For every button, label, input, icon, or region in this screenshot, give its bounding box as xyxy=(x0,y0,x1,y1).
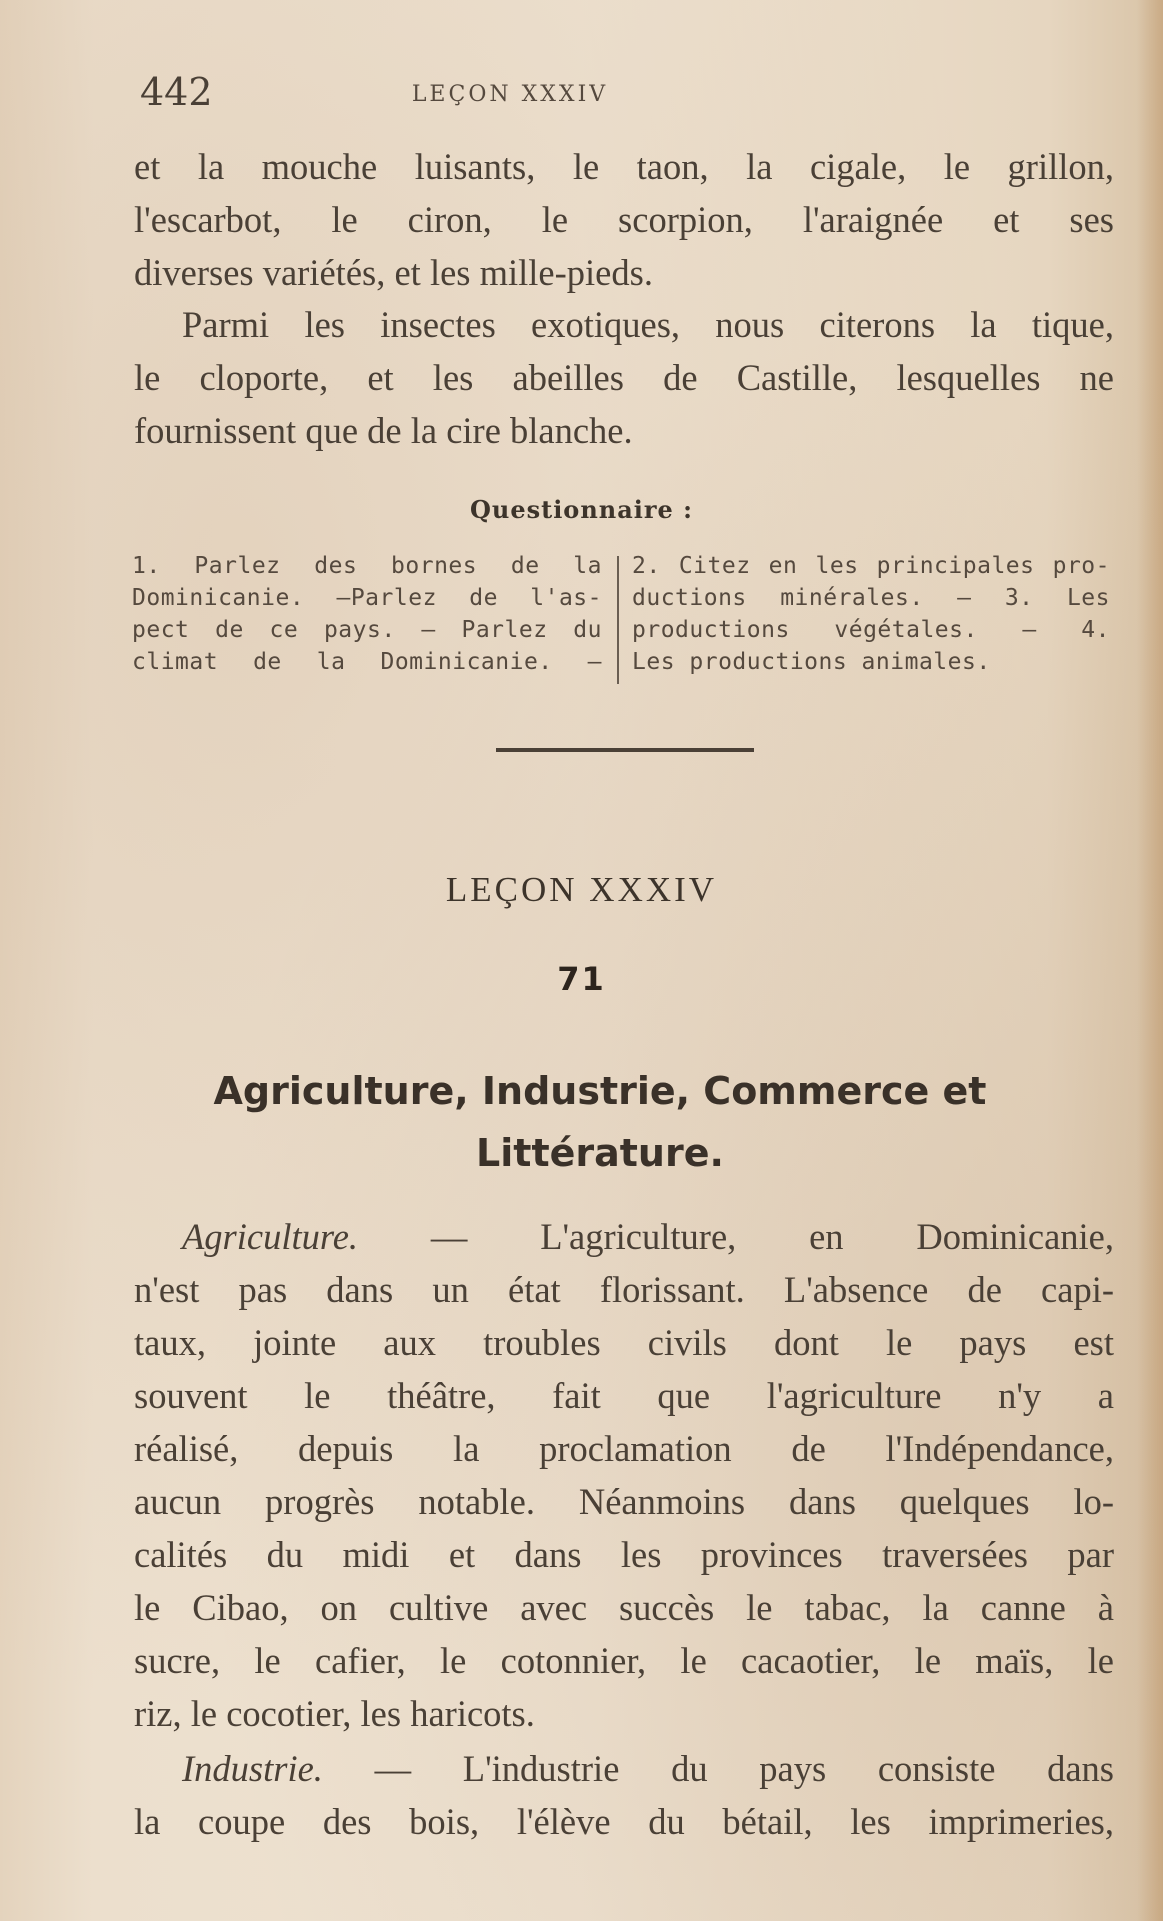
intro-paragraph-1 xyxy=(134,140,1114,299)
intro-paragraph-2 xyxy=(134,298,1114,457)
text-line: sucre, le cafier, le cotonnier, le cacaotier, le maïs, le xyxy=(134,1640,1114,1681)
text-line: calités du midi et dans les provinces traversées par xyxy=(134,1534,1114,1575)
chapter-heading xyxy=(120,1060,1080,1184)
text-line: la coupe des bois, l'élève du bétail, les imprimeries, xyxy=(134,1801,1114,1842)
page-number: 442 xyxy=(140,70,213,114)
questionnaire-right-column xyxy=(632,550,1110,678)
question-line: climat de la Dominicanie. — xyxy=(132,649,602,675)
text-line: l'escarbot, le ciron, le scorpion, l'araignée et ses xyxy=(134,199,1114,240)
text-line: le Cibao, on cultive avec succès le tabac, la canne à xyxy=(134,1587,1114,1628)
question-line: 2. Citez en les principales pro- xyxy=(632,553,1110,579)
question-line: productions végétales. — 4. xyxy=(632,617,1110,643)
text-line: aucun progrès notable. Néanmoins dans quelques lo- xyxy=(134,1481,1114,1522)
text-line: riz, le cocotier, les haricots. xyxy=(134,1693,535,1734)
question-line: pect de ce pays. — Parlez du xyxy=(132,617,602,643)
lesson-title: LEÇON XXXIV xyxy=(445,870,718,909)
running-head: LEÇON XXXIV xyxy=(411,82,609,107)
industrie-paragraph xyxy=(134,1742,1114,1848)
text-line: et la mouche luisants, le taon, la cigale, le grillon, xyxy=(134,146,1114,187)
question-line: Les productions animales. xyxy=(632,649,991,675)
page-header xyxy=(140,70,1110,120)
text-line: taux, jointe aux troubles civils dont le pays est xyxy=(134,1322,1114,1363)
text-line: le cloporte, et les abeilles de Castille, lesquelles ne xyxy=(134,357,1114,398)
heading-line-2: Littérature. xyxy=(476,1131,724,1175)
lesson-number: 71 xyxy=(557,960,606,998)
agriculture-paragraph xyxy=(134,1210,1114,1740)
questionnaire-left-column xyxy=(132,550,602,678)
text-line: fournissent que de la cire blanche. xyxy=(134,410,633,451)
section-rule xyxy=(496,748,754,752)
text-line: Parmi les insectes exotiques, nous citerons la tique, xyxy=(182,304,1114,345)
agriculture-label: Agriculture. xyxy=(182,1216,359,1257)
text-line xyxy=(134,1742,1114,1795)
question-line: Dominicanie. —Parlez de l'as- xyxy=(132,585,602,611)
column-divider xyxy=(617,556,619,684)
text-line: réalisé, depuis la proclamation de l'Indépendance, xyxy=(134,1428,1114,1469)
questionnaire-title: Questionnaire : xyxy=(469,495,694,524)
heading-line-1: Agriculture, Industrie, Commerce et xyxy=(213,1069,987,1113)
text-line: n'est pas dans un état florissant. L'absence de capi- xyxy=(134,1269,1114,1310)
text-line: diverses variétés, et les mille-pieds. xyxy=(134,252,653,293)
text-line xyxy=(134,1210,1114,1263)
text-line: souvent le théâtre, fait que l'agriculture n'y a xyxy=(134,1375,1114,1416)
industrie-label: Industrie. xyxy=(182,1748,323,1789)
agriculture-first-line: — L'agriculture, en Dominicanie, xyxy=(430,1216,1114,1257)
industrie-first-line: — L'industrie du pays consiste dans xyxy=(374,1748,1114,1789)
question-line: 1. Parlez des bornes de la xyxy=(132,553,602,579)
question-line: ductions minérales. — 3. Les xyxy=(632,585,1110,611)
